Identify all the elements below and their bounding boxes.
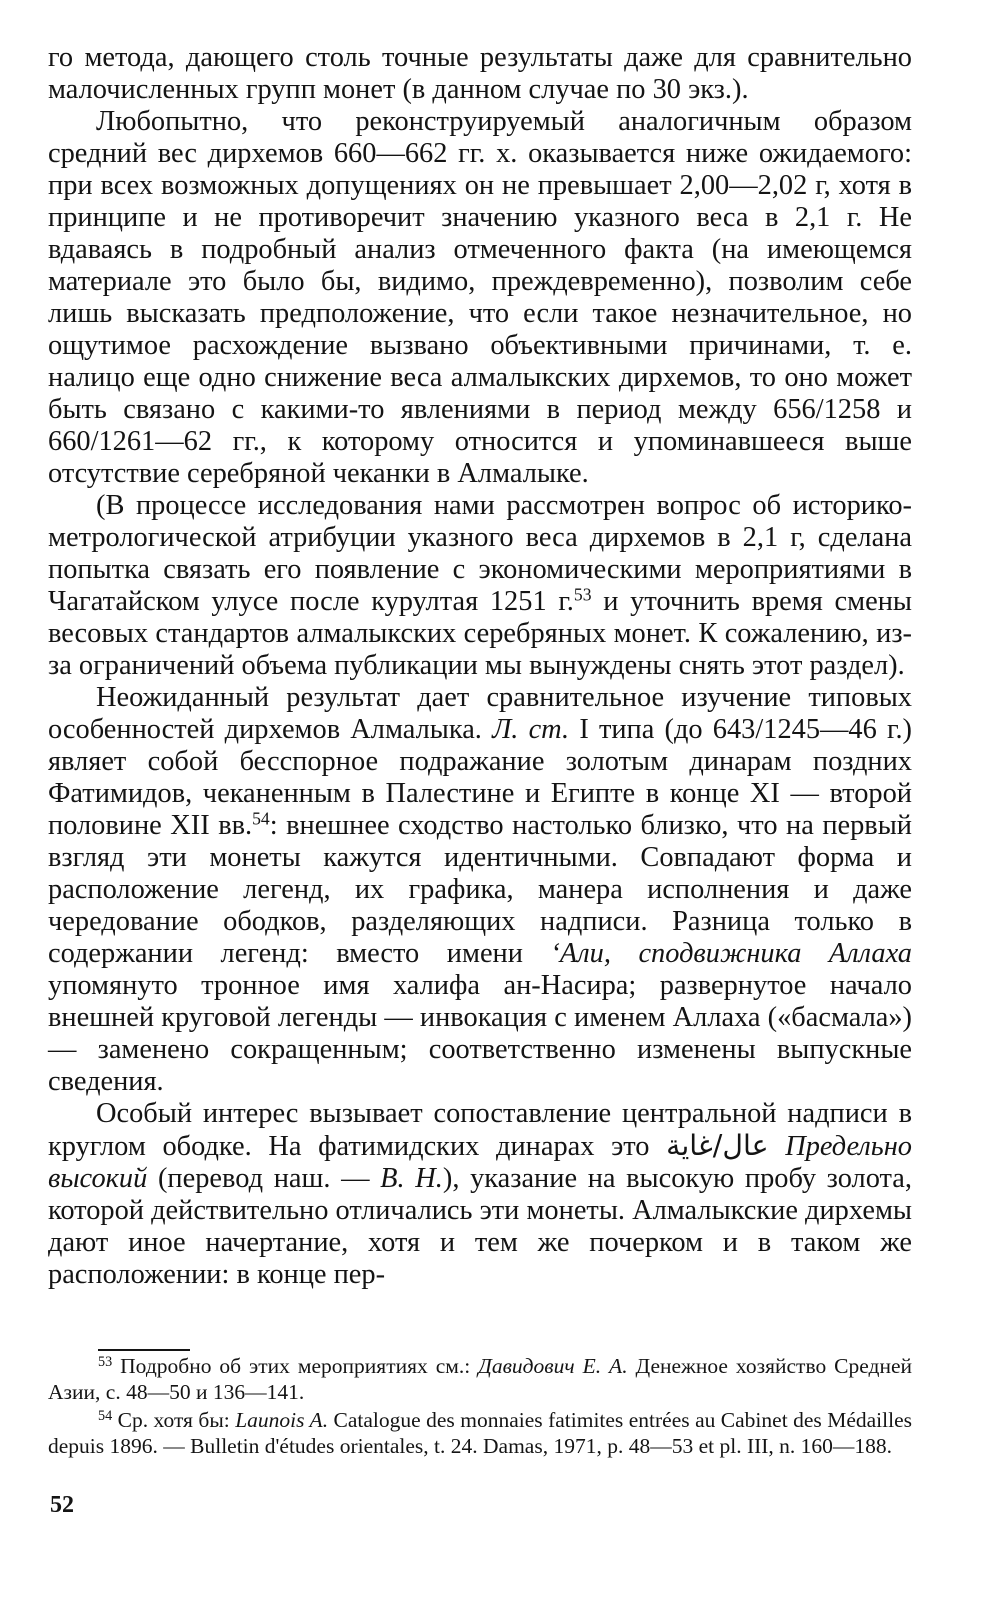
- text-run: I типа (до 643/1245—46 г.) являет собой бесспорное подражание золотым динарам поздних Фатимидов, чеканенным в Палестине и Египте в конце XI — второй половине XII вв.: [48, 714, 912, 841]
- footnote: [48, 1407, 912, 1459]
- paragraph: [48, 1098, 912, 1291]
- text-run: Неожиданный результат дает сравнительное изучение типовых особенностей дирхемов Алмалыка.: [48, 682, 912, 745]
- text-run: Подробно об этих мероприятиях см.:: [120, 1354, 479, 1378]
- text-run: и уточнить время смены весовых стандартов алмалыкских серебряных монет. К сожалению, из-за ограничений объема публикации мы вынуждены снять этот раздел).: [48, 586, 912, 681]
- text-run: ), указание на высокую пробу золота, которой действительно отличались эти монеты. Алмалыкские дирхемы дают иное начертание, хотя и тем же почерком и в таком же расположении: в конце пер-: [48, 1163, 912, 1290]
- paragraph: [48, 490, 912, 682]
- text-run: го метода, дающего столь точные результаты даже для сравнительно малочисленных групп монет (в данном случае по 30 экз.).: [48, 42, 912, 105]
- text-run: Денежное хозяйство Средней Азии, с. 48—50 и 136—141.: [48, 1354, 912, 1404]
- footnote-ref: 54: [252, 808, 270, 829]
- footnote: [48, 1353, 912, 1405]
- italic-text: ʻАли, сподвижника Аллаха: [550, 938, 912, 969]
- text-run: упомянуто тронное имя халифа ан-Насира; развернутое начало внешней круговой легенды — инвокация с именем Аллаха («басмала») — заменено сокращенным; соответственно изменены выпускные сведения.: [48, 970, 912, 1097]
- footnote-ref: 53: [573, 584, 592, 605]
- paragraph: [48, 682, 912, 1098]
- italic-text: Давидович Е. А.: [478, 1354, 628, 1378]
- italic-text: В. Н.: [380, 1163, 443, 1194]
- page-number: 52: [50, 1492, 74, 1518]
- text-run: Ср. хотя бы:: [117, 1408, 236, 1432]
- italic-text: Л. ст.: [492, 714, 570, 745]
- text-run: Особый интерес вызывает сопоставление центральной надписи в круглом ободке. На фатимидских динарах это: [48, 1098, 912, 1162]
- paragraph: [48, 42, 912, 106]
- paragraph: [48, 106, 912, 490]
- text-run: [769, 1131, 786, 1162]
- text-run: : внешнее сходство настолько близко, что на первый взгляд эти монеты кажутся идентичными. Совпадают форма и расположение легенд, их графика, манера исполнения и даже чередование ободков, разделяющих надписи. Разница только в содержании легенд: вместо имени: [48, 810, 912, 969]
- italic-text: Предельно высокий: [48, 1131, 912, 1194]
- text-run: (В процессе исследования нами рассмотрен вопрос об историко-метрологической атрибуции указного веса дирхемов в 2,1 г, сделана попытка связать его появление с экономическими мероприятиями в Чагатайском улусе после курултая 1251 г.: [48, 490, 912, 617]
- text-run: (перевод наш. —: [147, 1163, 381, 1194]
- main-text: [48, 42, 912, 1291]
- arabic-inscription: عال/غاية: [666, 1129, 769, 1162]
- text-run: Catalogue des monnaies fatimites entrées au Cabinet des Médailles depuis 1896. — Bulletin d'études orientales, t. 24. Damas, 1971, p. 48—53 et pl. III, n. 160—188.: [48, 1408, 913, 1458]
- footnotes: [48, 1353, 912, 1461]
- footnote-number: 53: [98, 1353, 113, 1370]
- italic-text: Launois A.: [235, 1408, 329, 1432]
- footnote-number: 54: [98, 1407, 113, 1424]
- text-run: Любопытно, что реконструируемый аналогичным образом средний вес дирхемов 660—662 гг. х. оказывается ниже ожидаемого: при всех возможных допущениях он не превышает 2,00—2,02 г, хотя в принципе и не противоречит значению указного веса в 2,1 г. Не вдаваясь в подробный анализ отмеченного факта (на имеющемся материале это было бы, видимо, преждевременно), позволим себе лишь высказать предположение, что если такое незначительное, но ощутимое расхождение вызвано объективными причинами, т. е. налицо еще одно снижение веса алмалыкских дирхемов, то оно может быть связано с какими-то явлениями в период между 656/1258 и 660/1261—62 гг., к которому относится и упоминавшееся выше отсутствие серебряной чеканки в Алмалыке.: [48, 106, 912, 489]
- footnote-divider: [98, 1349, 190, 1351]
